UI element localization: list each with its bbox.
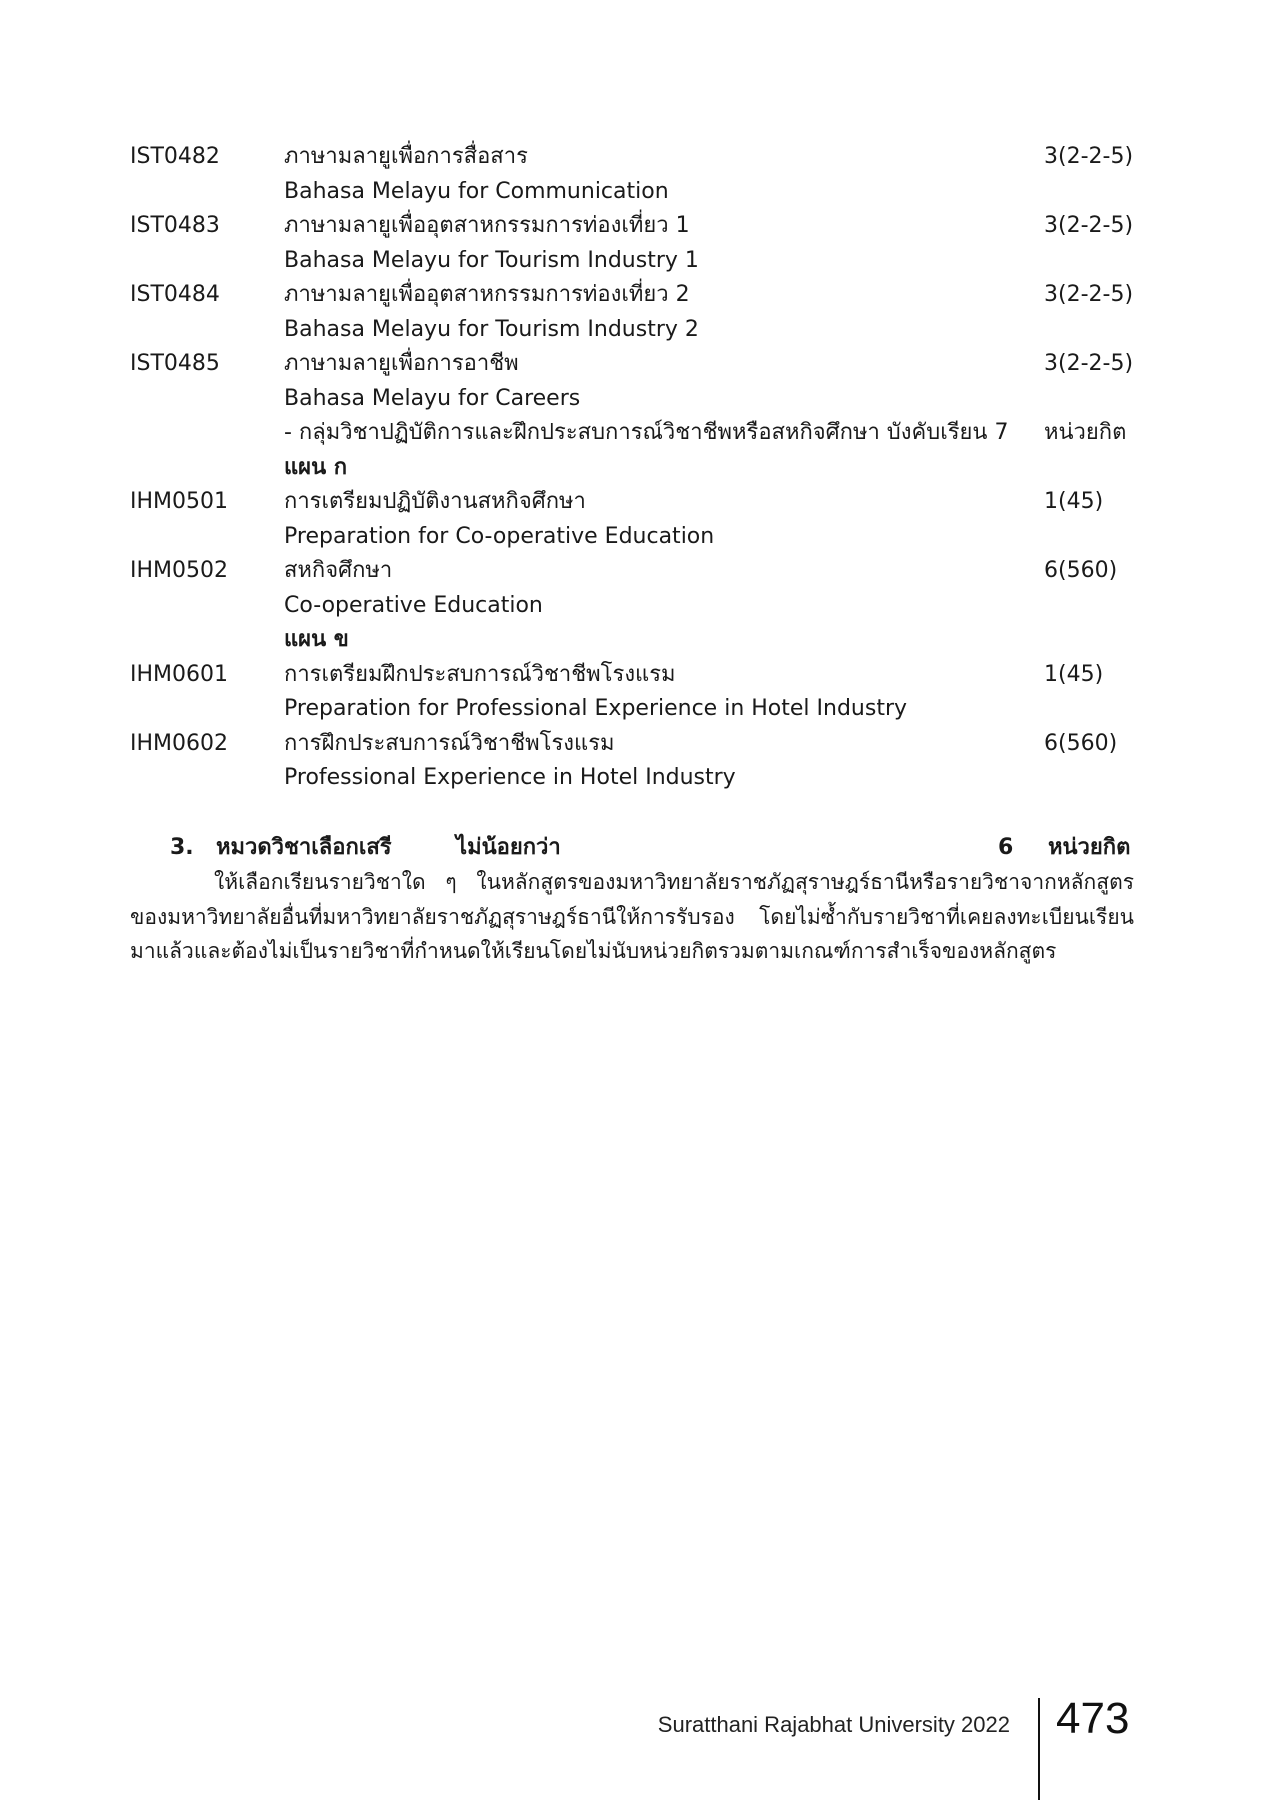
footer-university: Suratthani Rajabhat University 2022 <box>657 1712 1010 1737</box>
course-credit: 3(2-2-5) <box>1044 351 1134 376</box>
section-minimum: ไม่น้อยกว่า <box>456 835 561 860</box>
course-row-en <box>130 761 1132 796</box>
footer-divider <box>1038 1698 1040 1800</box>
course-row-en <box>130 589 1132 624</box>
plan-b-heading <box>130 623 1132 658</box>
section-number: 3. <box>170 835 194 860</box>
course-row-en <box>130 692 1132 727</box>
course-title-th: การเตรียมปฏิบัติงานสหกิจศึกษา <box>284 489 586 514</box>
course-title-en: Preparation for Professional Experience in Hotel Industry <box>284 696 908 721</box>
section-credit-count: 6 <box>998 835 1014 860</box>
course-credit: 3(2-2-5) <box>1044 144 1134 169</box>
course-group-heading <box>130 416 1132 451</box>
course-list <box>130 140 1132 796</box>
course-title-th: การฝึกประสบการณ์วิชาชีพโรงแรม <box>284 730 615 756</box>
course-row-en <box>130 520 1132 555</box>
course-credit: 1(45) <box>1044 489 1104 514</box>
free-elective-description: ให้เลือกเรียนรายวิชาใด ๆ ในหลักสูตรของมหาวิทยาลัยราชภัฏสุราษฎร์ธานีหรือรายวิชาจากหลักสูตรของมหาวิทยาลัยอื่นที่มหาวิทยาลัยราชภัฏสุราษฎร์ธานีให้การรับรอง โดยไม่ซ้ำกับรายวิชาที่เคยลงทะเบียนเรียนมาแล้วและต้องไม่เป็นรายวิชาที่กำหนดให้เรียนโดยไม่นับหน่วยกิตรวมตามเกณฑ์การสำเร็จของหลักสูตร <box>130 870 1134 963</box>
course-title-th: ภาษามลายูเพื่อการอาชีพ <box>284 351 519 376</box>
course-row-en <box>130 382 1132 417</box>
course-row <box>130 485 1132 520</box>
plan-b-label: แผน ข <box>284 627 349 652</box>
course-title-th: ภาษามลายูเพื่อการสื่อสาร <box>284 144 528 169</box>
course-code: IHM0501 <box>130 489 229 514</box>
course-title-en: Co-operative Education <box>284 592 543 618</box>
course-row <box>130 554 1132 589</box>
course-title-en: Bahasa Melayu for Tourism Industry 2 <box>284 316 699 342</box>
course-row <box>130 727 1132 762</box>
course-title-en: Preparation for Co-operative Education <box>284 523 715 549</box>
plan-a-heading <box>130 451 1132 486</box>
course-credit: 1(45) <box>1044 661 1104 687</box>
course-row <box>130 658 1132 693</box>
course-row <box>130 347 1132 382</box>
page-footer <box>640 1694 1140 1800</box>
course-title-th: ภาษามลายูเพื่ออุตสาหกรรมการท่องเที่ยว 2 <box>284 282 690 307</box>
course-code: IHM0602 <box>130 730 229 756</box>
course-code: IST0485 <box>130 351 220 376</box>
section-credit-unit: หน่วยกิต <box>1048 835 1131 860</box>
plan-a-label: แผน ก <box>284 454 348 480</box>
section-title: หมวดวิชาเลือกเสรี <box>216 835 392 860</box>
course-code: IHM0502 <box>130 558 229 583</box>
course-row-en <box>130 313 1132 348</box>
course-row-en <box>130 244 1132 279</box>
course-title-en: Bahasa Melayu for Tourism Industry 1 <box>284 247 699 273</box>
course-credit: 3(2-2-5) <box>1044 282 1134 307</box>
course-title-en: Bahasa Melayu for Communication <box>284 178 669 204</box>
course-code: IST0484 <box>130 282 220 307</box>
course-row <box>130 209 1132 244</box>
course-title-en: Bahasa Melayu for Careers <box>284 385 581 411</box>
course-title-th: ภาษามลายูเพื่ออุตสาหกรรมการท่องเที่ยว 1 <box>284 213 690 238</box>
course-title-en: Professional Experience in Hotel Industry <box>284 765 736 790</box>
course-group-text: - กลุ่มวิชาปฏิบัติการและฝึกประสบการณ์วิชาชีพหรือสหกิจศึกษา บังคับเรียน 7 <box>284 420 1009 445</box>
course-credit: 3(2-2-5) <box>1044 213 1134 238</box>
page-number: 473 <box>1056 1694 1130 1743</box>
course-title-th: การเตรียมฝึกประสบการณ์วิชาชีพโรงแรม <box>284 661 676 687</box>
course-row <box>130 140 1132 175</box>
course-credit: 6(560) <box>1044 730 1118 756</box>
course-group-unit: หน่วยกิต <box>1044 420 1127 445</box>
free-elective-section <box>130 831 1134 969</box>
course-code: IST0483 <box>130 213 220 238</box>
course-row-en <box>130 175 1132 210</box>
free-elective-heading <box>130 831 1134 865</box>
course-credit: 6(560) <box>1044 558 1118 583</box>
course-row <box>130 278 1132 313</box>
course-code: IST0482 <box>130 144 220 169</box>
course-code: IHM0601 <box>130 661 229 687</box>
course-title-th: สหกิจศึกษา <box>284 558 393 583</box>
